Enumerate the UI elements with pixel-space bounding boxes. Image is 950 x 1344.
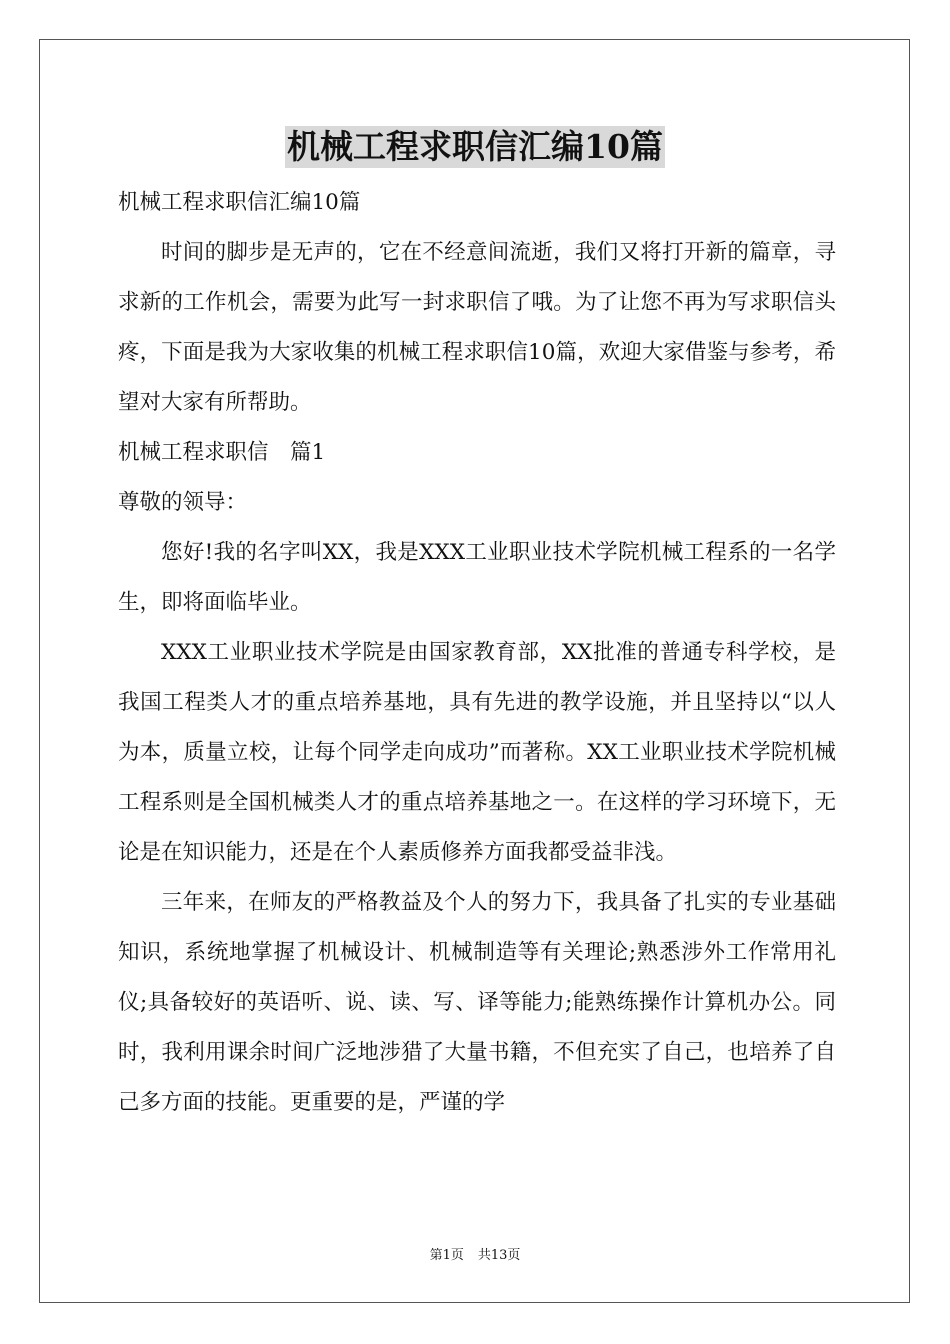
intro-paragraph: 时间的脚步是无声的，它在不经意间流逝，我们又将打开新的篇章，寻求新的工作机会，需要为此写一封求职信了哦。为了让您不再为写求职信头疼，下面是我为大家收集的机械工程求职信10篇，欢迎大家借鉴与参考，希望对大家有所帮助。 [118, 240, 836, 415]
page-footer [0, 1247, 950, 1265]
section-heading: 机械工程求职信 篇1 [118, 440, 326, 465]
body-paragraph-1: 您好!我的名字叫XX，我是XXX工业职业技术学院机械工程系的一名学生，即将面临毕业。 [118, 540, 836, 615]
document-body [118, 178, 836, 1128]
document-subtitle: 机械工程求职信汇编10篇 [118, 190, 361, 215]
salutation: 尊敬的领导： [118, 490, 248, 515]
title-container [0, 126, 950, 168]
body-paragraph-2: XXX工业职业技术学院是由国家教育部，XX批准的普通专科学校，是我国工程类人才的重点培养基地，具有先进的教学设施，并且坚持以“以人为本，质量立校，让每个同学走向成功”而著称。XX工业职业技术学院机械工程系则是全国机械类人才的重点培养基地之一。在这样的学习环境下，无论是在知识能力，还是在个人素质修养方面我都受益非浅。 [118, 640, 836, 865]
page-total: 共13页 [477, 1248, 521, 1263]
document-title: 机械工程求职信汇编10篇 [287, 127, 663, 166]
page-number: 第1页 [429, 1248, 464, 1263]
body-paragraph-3: 三年来，在师友的严格教益及个人的努力下，我具备了扎实的专业基础知识，系统地掌握了机械设计、机械制造等有关理论;熟悉涉外工作常用礼仪;具备较好的英语听、说、读、写、译等能力;能熟练操作计算机办公。同时，我利用课余时间广泛地涉猎了大量书籍，不但充实了自己，也培养了自己多方面的技能。更重要的是，严谨的学 [118, 890, 836, 1115]
